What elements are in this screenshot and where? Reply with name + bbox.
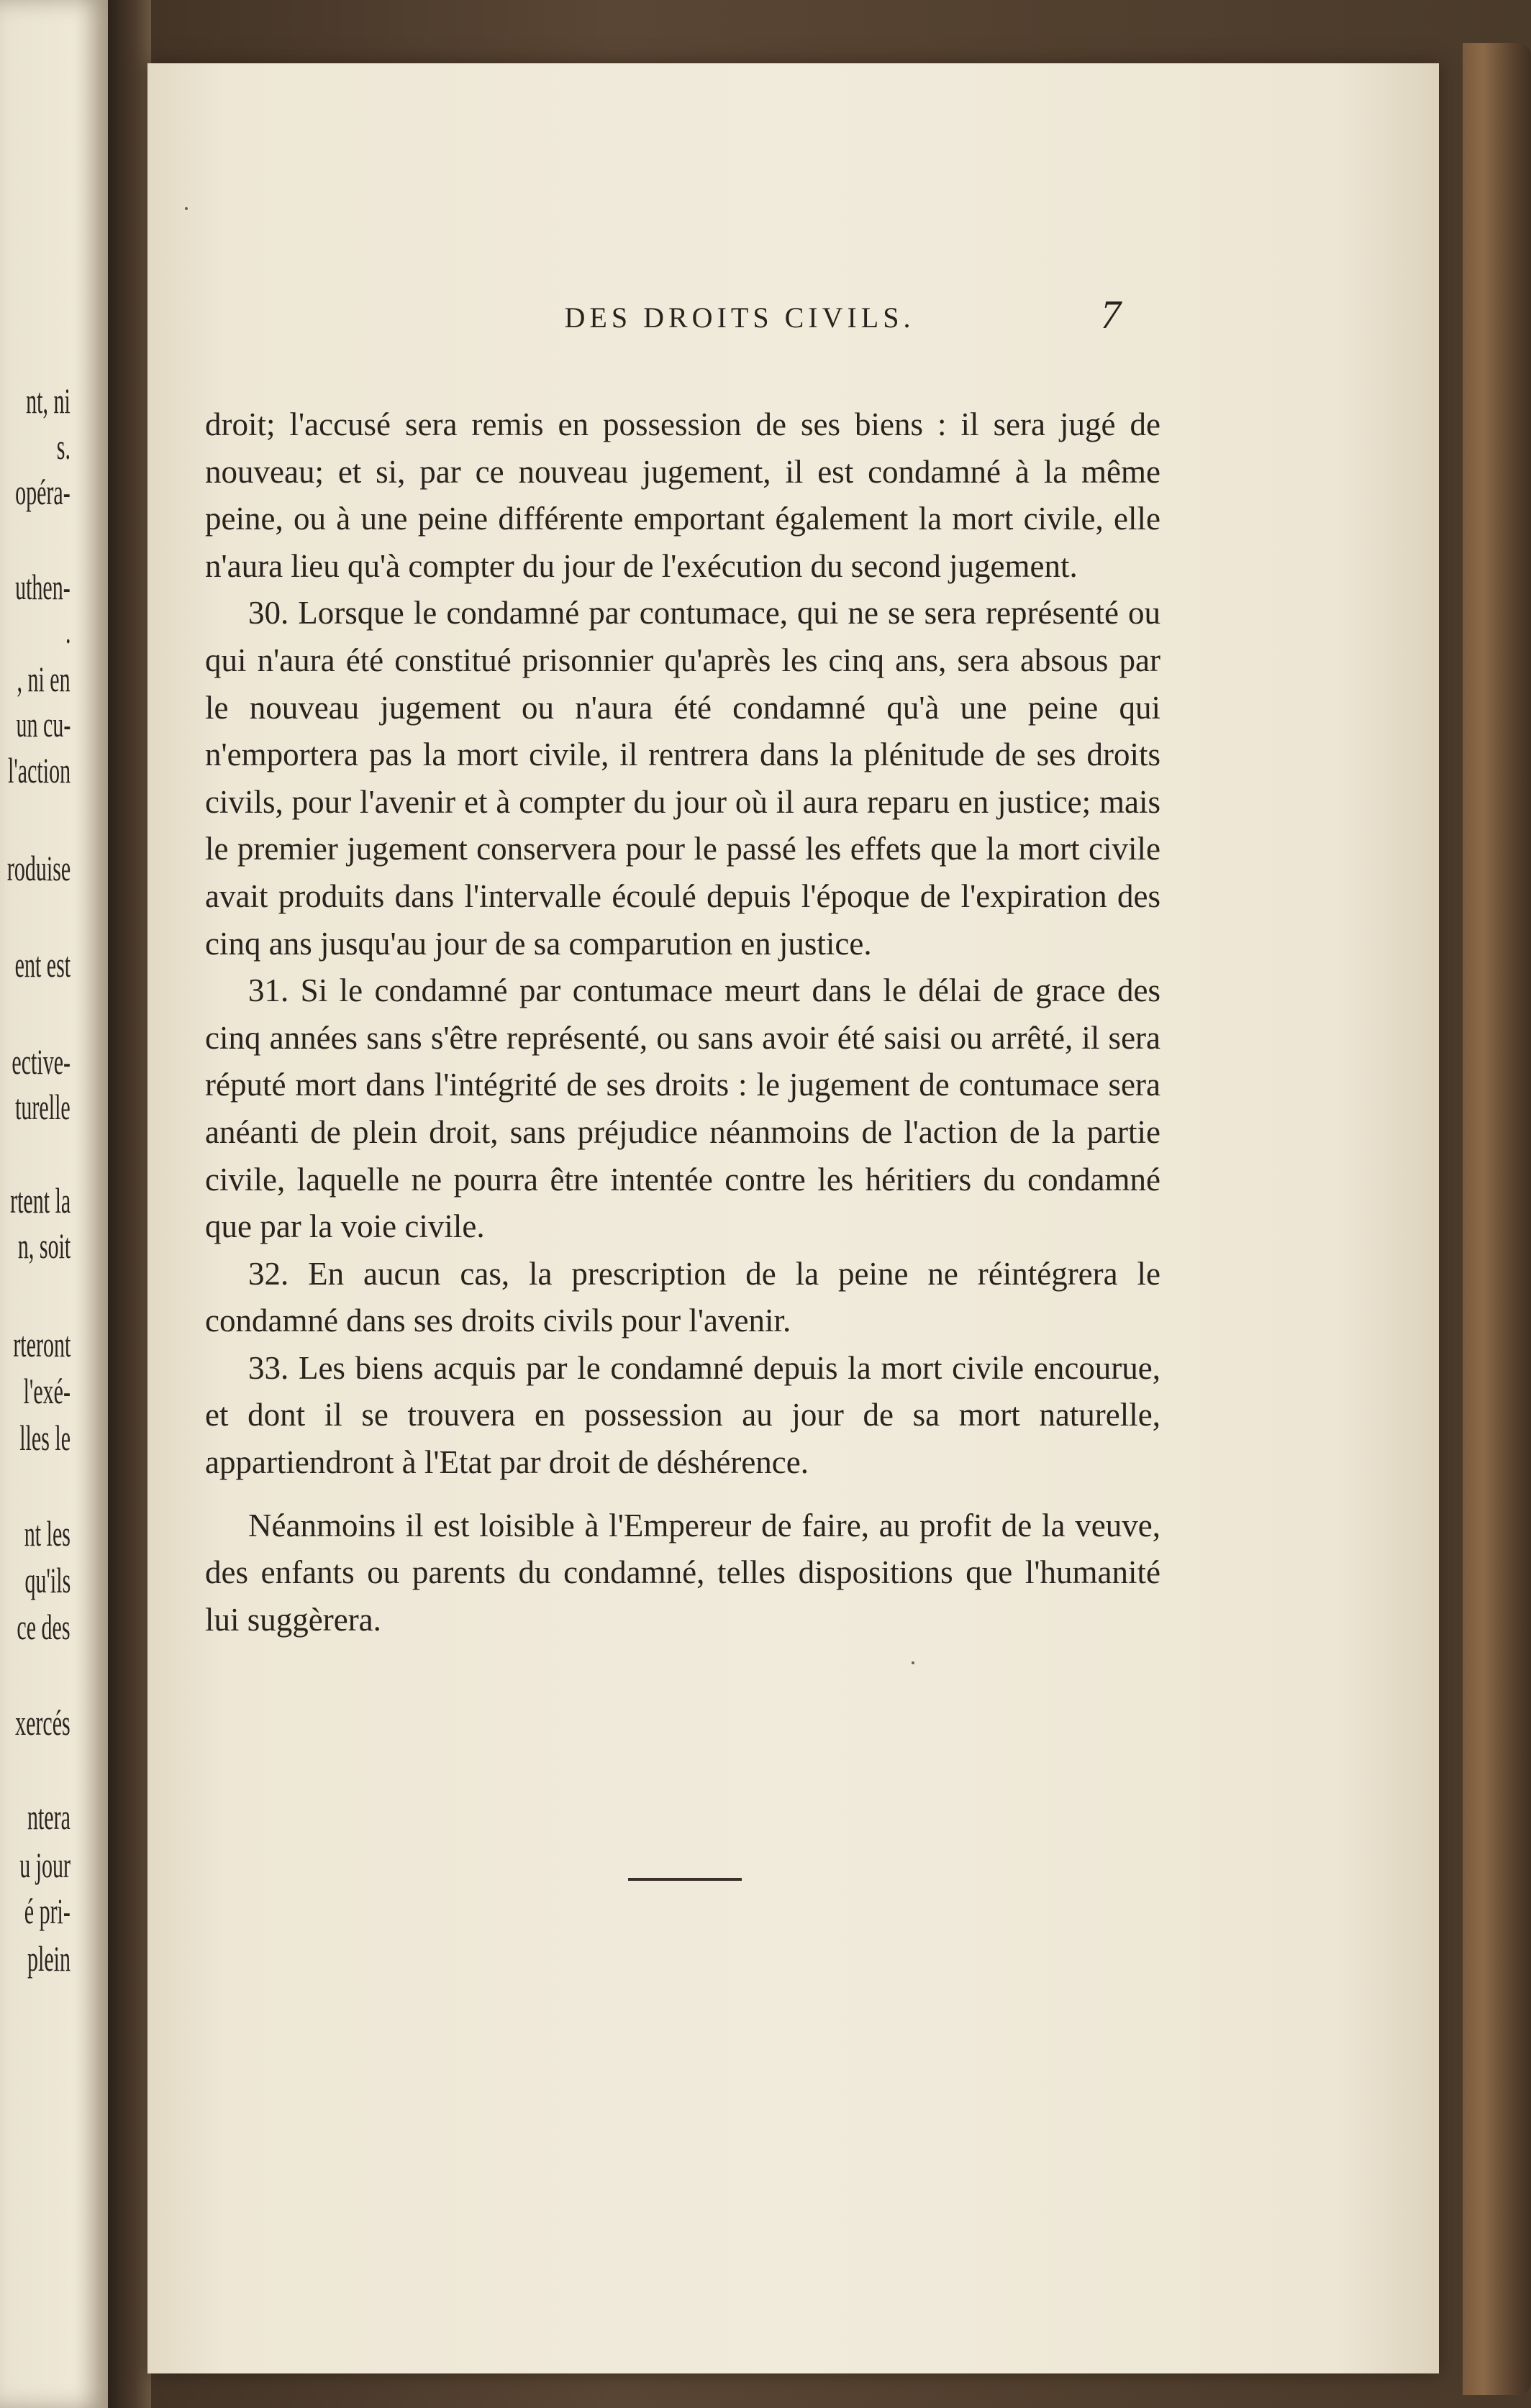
- paper-speck: [185, 207, 188, 210]
- paragraph: droit; l'accusé sera remis en possession de ses biens : il sera jugé de nouveau; et si, par ce nouveau jugement, il est condamné à la même peine, ou à une peine différente emportant également la mort civile, elle n'aura lieu qu'à compter du jour de l'exécution du second jugement.: [205, 406, 1160, 584]
- body-text: [205, 401, 1160, 1643]
- book-edge: [1463, 43, 1531, 2395]
- facing-page-fragment: plein: [27, 1938, 71, 1979]
- article-30: 30. Lorsque le condamné par contumace, qui ne se sera représenté ou qui n'aura été constitué prisonnier qu'après les cinq ans, sera absous par le nouveau jugement ou n'aura été condamné qu'à une peine qui n'emportera pas la mort civile, il rentrera dans la plénitude de ses droits civils, pour l'avenir et à compter du jour où il aura reparu en justice; mais le premier jugement conservera pour le passé les effets que la mort civile avait produits dans l'intervalle écoulé depuis l'époque de l'expiration des cinq ans jusqu'au jour de sa comparution en justice.: [205, 595, 1160, 962]
- article-31: 31. Si le condamné par contumace meurt dans le délai de grace des cinq années sans s'être représenté, ou sans avoir été saisi ou arrêté, il sera réputé mort dans l'intégrité de ses droits : le jugement de contumace sera anéanti de plein droit, sans préjudice néanmoins de l'action de la partie civile, laquelle ne pourra être intentée contre les héritiers du condamné que par la voie civile.: [205, 972, 1160, 1245]
- book-gutter: [108, 0, 151, 2408]
- facing-page-fragment: , ni en: [17, 659, 71, 699]
- facing-page-fragment: uthen-: [15, 567, 71, 607]
- facing-page-left: [0, 0, 108, 2408]
- facing-page-fragment: s.: [56, 427, 71, 467]
- facing-page-fragment: ce des: [17, 1607, 71, 1647]
- facing-page-fragment: .: [65, 611, 71, 651]
- facing-page-fragment: lles le: [19, 1418, 71, 1458]
- facing-page-fragment: rteront: [13, 1324, 71, 1364]
- facing-page-fragment: turelle: [15, 1087, 71, 1127]
- facing-page-fragment: ent est: [14, 944, 71, 985]
- facing-page-fragment: ective-: [12, 1041, 71, 1082]
- page-number: 7: [1101, 293, 1121, 337]
- facing-page-fragment: ntera: [27, 1797, 71, 1837]
- article-32: 32. En aucun cas, la prescription de la peine ne réintégrera le condamné dans ses droits civils pour l'avenir.: [205, 1255, 1160, 1339]
- running-head: [147, 293, 1439, 351]
- facing-page-fragment: nt les: [24, 1513, 71, 1554]
- facing-page-fragment: roduise: [6, 848, 71, 888]
- facing-page-fragment: qu'ils: [24, 1560, 71, 1600]
- facing-page-fragment: l'action: [7, 750, 71, 790]
- page-right: [147, 63, 1439, 2373]
- article-33: 33. Les biens acquis par le condamné depuis la mort civile encourue, et dont il se trouvera en possession au jour de sa mort naturelle, appartiendront à l'Etat par droit de déshérence.: [205, 1349, 1160, 1481]
- end-rule: [628, 1878, 742, 1881]
- facing-page-fragment: opéra-: [15, 472, 71, 512]
- facing-page-fragment: l'exé-: [23, 1371, 71, 1411]
- facing-page-fragment: xercés: [15, 1702, 71, 1743]
- paragraph: Néanmoins il est loisible à l'Empereur de faire, au profit de la veuve, des enfants ou parents du condamné, telles dispositions que l'humanité lui suggèrera.: [205, 1507, 1160, 1638]
- paper-speck: [912, 1661, 914, 1664]
- facing-page-fragment: un cu-: [16, 704, 71, 744]
- facing-page-fragment: n, soit: [17, 1226, 71, 1266]
- running-title: DES DROITS CIVILS.: [564, 301, 915, 334]
- facing-page-fragment: é pri-: [24, 1891, 71, 1931]
- facing-page-fragment: rtent la: [9, 1180, 71, 1221]
- facing-page-fragment: u jour: [19, 1845, 71, 1885]
- facing-page-fragment: nt, ni: [26, 380, 71, 421]
